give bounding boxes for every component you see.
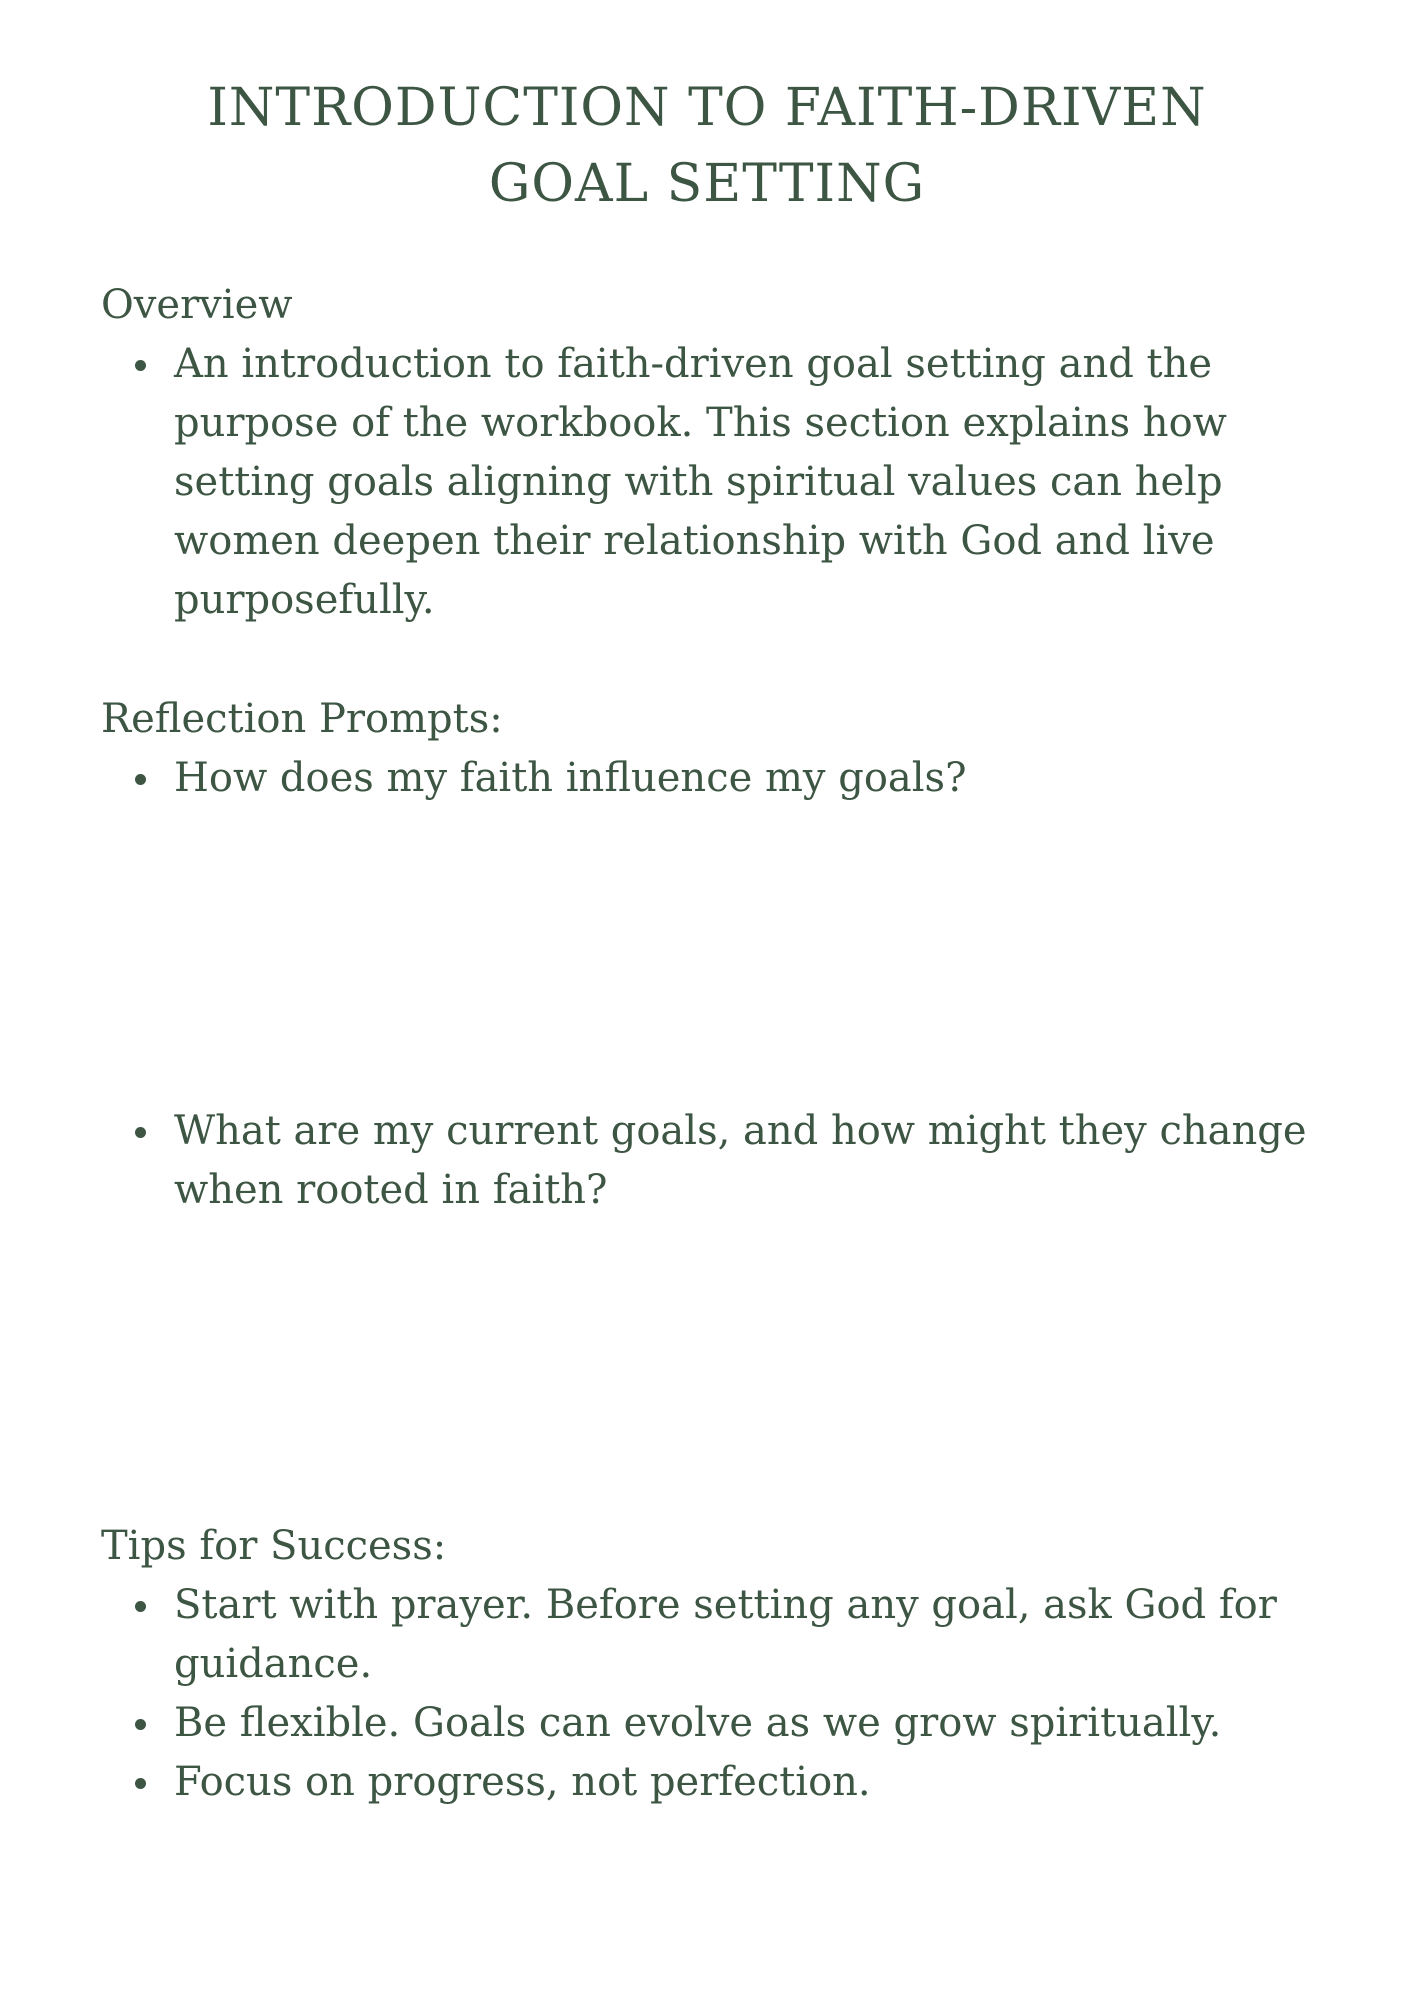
reflection-prompts-heading: Reflection Prompts:	[101, 696, 503, 742]
list-item-text: An introduction to faith-driven goal setting and the purpose of the workbook. This section explains how setting goals aligning with spiritual values can help women deepen their relationship with God and live purposefully.	[174, 341, 1227, 623]
overview-section	[101, 276, 1321, 630]
overview-list	[101, 335, 1321, 630]
reflection-prompts-list-continued	[101, 1102, 1321, 1220]
page-title	[0, 70, 1414, 222]
bullet-icon	[135, 1601, 146, 1612]
list-item	[101, 335, 1321, 630]
page-title-line-2: GOAL SETTING	[488, 154, 926, 214]
bullet-icon	[135, 774, 146, 785]
list-item-text: Be flexible. Goals can evolve as we grow spiritually.	[174, 1700, 1222, 1746]
reflection-prompts-list	[101, 749, 1321, 808]
list-item	[101, 749, 1321, 808]
list-item-text: Start with prayer. Before setting any goal, ask God for guidance.	[174, 1582, 1277, 1687]
tips-heading: Tips for Success:	[101, 1523, 447, 1569]
list-item-text: Focus on progress, not perfection.	[174, 1759, 871, 1805]
overview-heading: Overview	[101, 282, 293, 328]
list-item	[101, 1576, 1321, 1694]
list-item-text: How does my faith influence my goals?	[174, 755, 967, 801]
bullet-icon	[135, 360, 146, 371]
list-item	[101, 1753, 1321, 1812]
page-title-line-1: INTRODUCTION TO FAITH-DRIVEN	[207, 78, 1207, 138]
bullet-icon	[135, 1778, 146, 1789]
tips-section	[101, 1517, 1321, 1812]
list-item	[101, 1102, 1321, 1220]
reflection-prompts-section	[101, 690, 1321, 808]
bullet-icon	[135, 1719, 146, 1730]
tips-list	[101, 1576, 1321, 1812]
list-item-text: What are my current goals, and how might they change when rooted in faith?	[174, 1108, 1307, 1213]
bullet-icon	[135, 1127, 146, 1138]
list-item	[101, 1694, 1321, 1753]
